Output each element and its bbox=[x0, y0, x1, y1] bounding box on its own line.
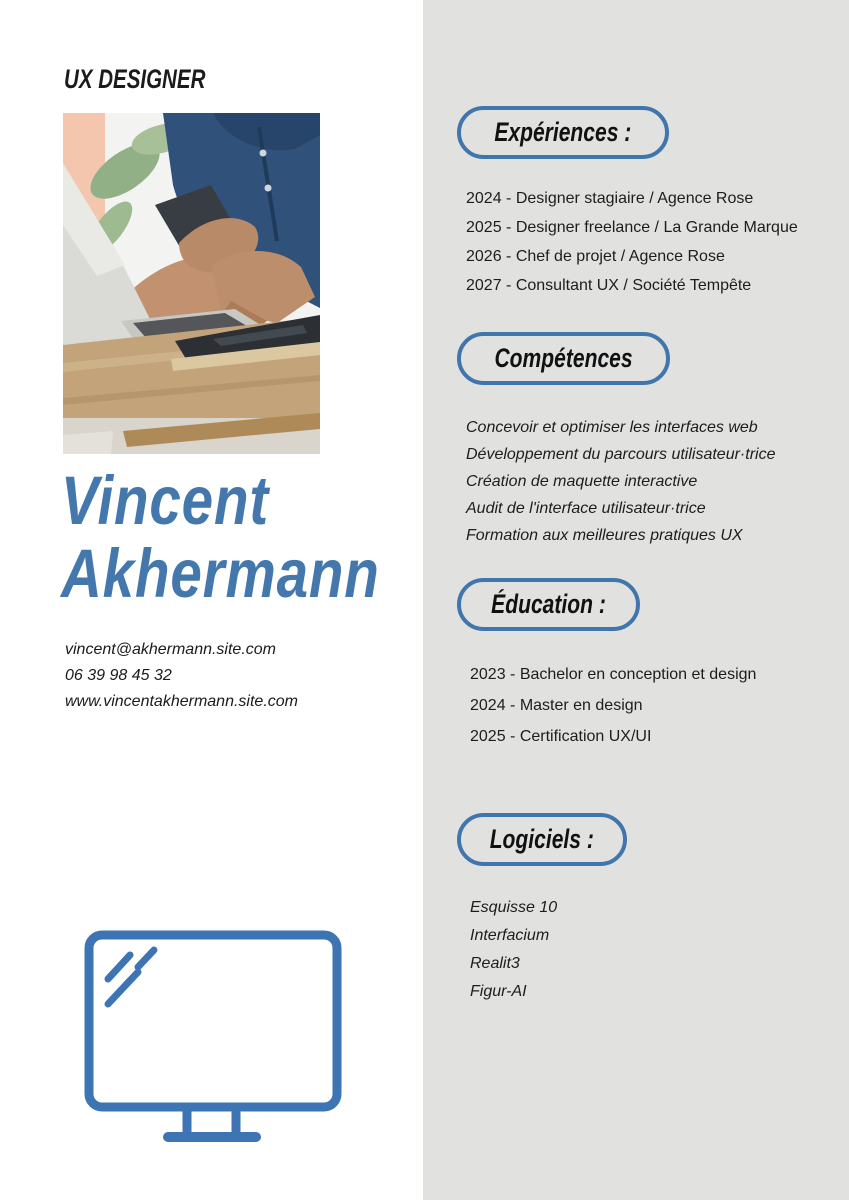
monitor-icon bbox=[84, 930, 342, 1146]
contact-block bbox=[65, 637, 298, 715]
experience-item: 2025 - Designer freelance / La Grande Marque bbox=[466, 219, 798, 236]
role-title bbox=[64, 64, 250, 95]
contact-website: www.vincentakhermann.site.com bbox=[65, 693, 298, 710]
competences-heading-text: Compétences bbox=[494, 343, 633, 373]
education-list bbox=[470, 659, 756, 752]
logiciels-heading-text: Logiciels : bbox=[489, 824, 594, 854]
competence-item: Création de maquette interactive bbox=[466, 473, 698, 490]
section-heading-education bbox=[457, 578, 640, 631]
logiciels-list bbox=[470, 894, 557, 1006]
education-item: 2023 - Bachelor en conception et design bbox=[470, 666, 757, 683]
section-heading-experiences bbox=[457, 106, 669, 159]
competence-item: Développement du parcours utilisateur·trice bbox=[466, 446, 776, 463]
education-heading-text: Éducation : bbox=[491, 589, 606, 619]
experiences-heading-text: Expériences : bbox=[494, 117, 632, 147]
experiences-list bbox=[466, 184, 798, 300]
logiciel-item: Interfacium bbox=[470, 927, 550, 944]
profile-photo-graphic bbox=[63, 113, 320, 454]
competence-item: Formation aux meilleures pratiques UX bbox=[466, 527, 743, 544]
last-name: Akhermann bbox=[61, 535, 380, 612]
contact-phone: 06 39 98 45 32 bbox=[65, 667, 172, 684]
role-title-text: UX DESIGNER bbox=[64, 64, 206, 94]
section-heading-competences bbox=[457, 332, 670, 385]
experience-item: 2024 - Designer stagiaire / Agence Rose bbox=[466, 190, 754, 207]
competence-item: Concevoir et optimiser les interfaces web bbox=[466, 419, 758, 436]
competence-item: Audit de l'interface utilisateur·trice bbox=[466, 500, 706, 517]
section-heading-logiciels bbox=[457, 813, 627, 866]
education-item: 2025 - Certification UX/UI bbox=[470, 728, 652, 745]
experience-item: 2026 - Chef de projet / Agence Rose bbox=[466, 248, 725, 265]
contact-email: vincent@akhermann.site.com bbox=[65, 641, 276, 658]
first-name: Vincent bbox=[61, 462, 269, 539]
education-item: 2024 - Master en design bbox=[470, 697, 643, 714]
candidate-name bbox=[61, 464, 450, 610]
logiciel-item: Figur-AI bbox=[470, 983, 527, 1000]
experience-item: 2027 - Consultant UX / Société Tempête bbox=[466, 277, 752, 294]
profile-photo bbox=[63, 113, 320, 454]
competences-list bbox=[466, 414, 775, 549]
logiciel-item: Realit3 bbox=[470, 955, 520, 972]
logiciel-item: Esquisse 10 bbox=[470, 899, 558, 916]
